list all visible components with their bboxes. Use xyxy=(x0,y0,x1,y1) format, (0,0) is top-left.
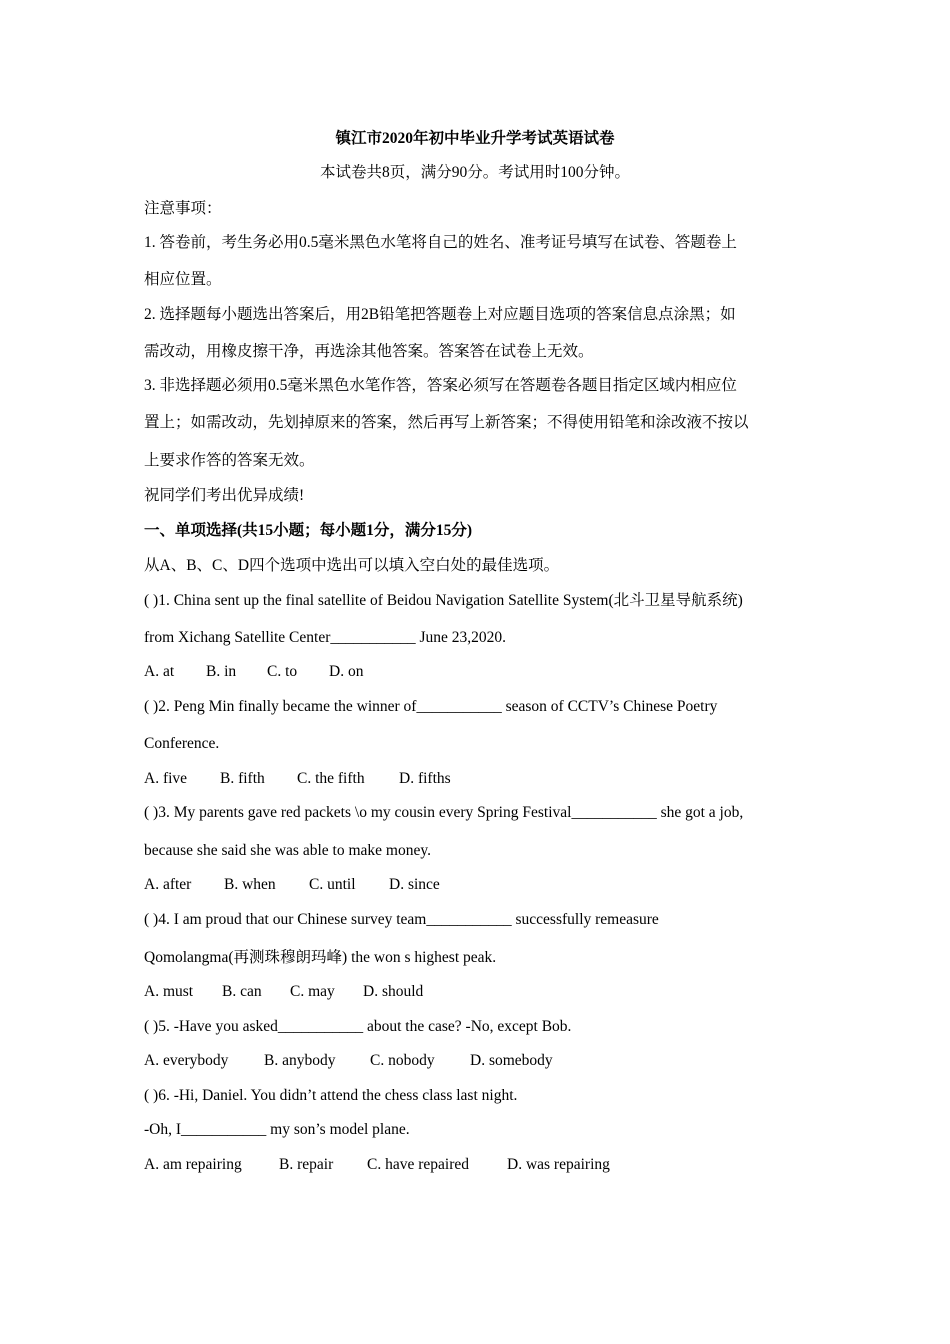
option-d: D. on xyxy=(329,663,364,680)
option-c: C. nobody xyxy=(370,1052,435,1069)
question-1-options xyxy=(144,662,363,682)
option-c: C. until xyxy=(309,876,356,893)
notice-item-1-cont: 相应位置。 xyxy=(144,271,222,288)
option-a: A. am repairing xyxy=(144,1156,242,1173)
option-c: C. the fifth xyxy=(297,770,365,787)
option-d: D. was repairing xyxy=(507,1156,610,1173)
section-heading: 一、单项选择(共15小题；每小题1分，满分15分) xyxy=(144,522,473,539)
question-6-stem: ( )6. -Hi, Daniel. You didn’t attend the chess class last night. xyxy=(144,1087,518,1104)
option-d: D. since xyxy=(389,876,440,893)
exam-title: 镇江市2020年初中毕业升学考试英语试卷 xyxy=(335,130,615,147)
option-c: C. may xyxy=(290,983,335,1000)
question-2-stem: ( )2. Peng Min finally became the winner of___________ season of CCTV’s Chinese Poetry xyxy=(144,698,718,715)
notice-heading: 注意事项： xyxy=(144,200,222,217)
question-1-stem-cont: from Xichang Satellite Center___________ June 23,2020. xyxy=(144,629,507,646)
question-3-options xyxy=(144,875,440,895)
option-b: B. fifth xyxy=(220,770,265,787)
question-4-stem-cont: Qomolangma(再测珠穆朗玛峰) the won s highest peak. xyxy=(144,949,497,966)
question-5-options xyxy=(144,1051,553,1071)
question-2-options xyxy=(144,769,451,789)
option-a: A. everybody xyxy=(144,1052,229,1069)
option-a: A. after xyxy=(144,876,192,893)
question-6-stem-cont: -Oh, I___________ my son’s model plane. xyxy=(144,1121,410,1138)
question-2-stem-cont: Conference. xyxy=(144,735,220,752)
option-b: B. can xyxy=(222,983,262,1000)
option-b: B. in xyxy=(206,663,237,680)
exam-subtitle: 本试卷共8页，满分90分。考试用时100分钟。 xyxy=(319,164,630,181)
question-5-stem: ( )5. -Have you asked___________ about the case? -No, except Bob. xyxy=(144,1018,572,1035)
notice-item-3: 3. 非选择题必须用0.5毫米黑色水笔作答，答案必须写在答题卷各题目指定区域内相应位 xyxy=(144,377,737,394)
option-d: D. should xyxy=(363,983,424,1000)
question-3-stem: ( )3. My parents gave red packets \o my cousin every Spring Festival___________ she got a job, xyxy=(144,804,744,821)
notice-item-2-cont: 需改动，用橡皮擦干净，再选涂其他答案。答案答在试卷上无效。 xyxy=(144,343,594,360)
notice-wish: 祝同学们考出优异成绩! xyxy=(144,487,305,504)
option-d: D. somebody xyxy=(470,1052,553,1069)
notice-item-3-cont: 置上；如需改动，先划掉原来的答案，然后再写上新答案；不得使用铅笔和涂改液不按以 xyxy=(144,414,749,431)
question-3-stem-cont: because she said she was able to make money. xyxy=(144,842,431,859)
option-b: B. anybody xyxy=(264,1052,336,1069)
question-4-options xyxy=(144,982,423,1002)
option-c: C. have repaired xyxy=(367,1156,469,1173)
option-c: C. to xyxy=(267,663,298,680)
option-a: A. must xyxy=(144,983,194,1000)
option-b: B. repair xyxy=(279,1156,334,1173)
question-1-stem: ( )1. China sent up the final satellite of Beidou Navigation Satellite System(北斗卫星导航系统) xyxy=(144,592,743,609)
option-a: A. five xyxy=(144,770,188,787)
notice-item-3-cont2: 上要求作答的答案无效。 xyxy=(144,452,315,469)
section-instruction: 从A、B、C、D四个选项中选出可以填入空白处的最佳选项。 xyxy=(144,557,560,574)
option-a: A. at xyxy=(144,663,175,680)
notice-item-2: 2. 选择题每小题选出答案后，用2B铅笔把答题卷上对应题目选项的答案信息点涂黑；如 xyxy=(144,306,736,323)
option-d: D. fifths xyxy=(399,770,451,787)
question-6-options xyxy=(144,1155,610,1175)
notice-item-1: 1. 答卷前，考生务必用0.5毫米黑色水笔将自己的姓名、准考证号填写在试卷、答题卷上 xyxy=(144,234,737,251)
question-4-stem: ( )4. I am proud that our Chinese survey team___________ successfully remeasure xyxy=(144,911,659,928)
option-b: B. when xyxy=(224,876,276,893)
